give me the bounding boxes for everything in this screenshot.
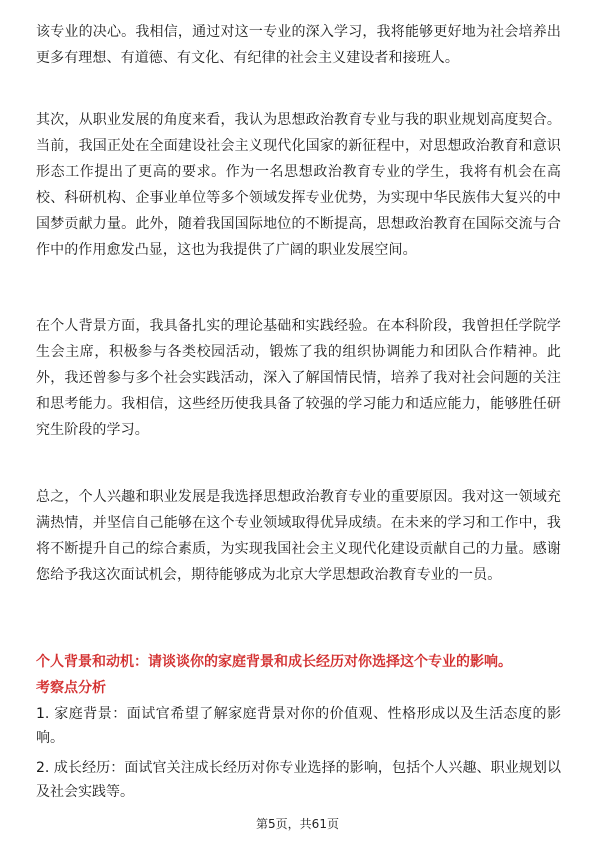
analysis-point-family: 1. 家庭背景：面试官希望了解家庭背景对你的价值观、性格形成以及生活态度的影响。: [36, 706, 561, 746]
page-number-footer: 第5页，共61页: [256, 817, 339, 831]
body-paragraph-4: 总之，个人兴趣和职业发展是我选择思想政治教育专业的重要原因。我对这一领域充满热情，并坚信自己能够在这个专业领域取得优异成绩。在未来的学习和工作中，我将不断提升自己的综合素质，为实现我国社会主义现代化建设贡献自己的力量。感谢您给予我这次面试机会，期待能够成为北京大学思想政治教育专业的一员。: [36, 489, 561, 583]
question-heading: 个人背景和动机：请谈谈你的家庭背景和成长经历对你选择这个专业的影响。: [36, 654, 512, 670]
analysis-point-list: [36, 702, 561, 810]
analysis-subheading: 考察点分析: [36, 680, 106, 696]
body-paragraph-3: 在个人背景方面，我具备扎实的理论基础和实践经验。在本科阶段，我曾担任学院学生会主席，积极参与各类校园活动，锻炼了我的组织协调能力和团队合作精神。此外，我还曾参与多个社会实践活动，深入了解国情民情，培养了我对社会问题的关注和思考能力。我相信，这些经历使我具备了较强的学习能力和适应能力，能够胜任研究生阶段的学习。: [36, 318, 561, 438]
body-paragraph-2: 其次，从职业发展的角度来看，我认为思想政治教育专业与我的职业规划高度契合。当前，我国正处在全面建设社会主义现代化国家的新征程中，对思想政治教育和意识形态工作提出了更高的要求。作为一名思想政治教育专业的学生，我将有机会在高校、科研机构、企事业单位等多个领域发挥专业优势，为实现中华民族伟大复兴的中国梦贡献力量。此外，随着我国国际地位的不断提高，思想政治教育在国际交流与合作中的作用愈发凸显，这也为我提供了广阔的职业发展空间。: [36, 112, 561, 258]
analysis-point-growth: 2. 成长经历：面试官关注成长经历对你专业选择的影响，包括个人兴趣、职业规划以及社会实践等。: [36, 760, 561, 800]
body-paragraph-1: 该专业的决心。我相信，通过对这一专业的深入学习，我将能够更好地为社会培养出更多有理想、有道德、有文化、有纪律的社会主义建设者和接班人。: [36, 24, 561, 66]
